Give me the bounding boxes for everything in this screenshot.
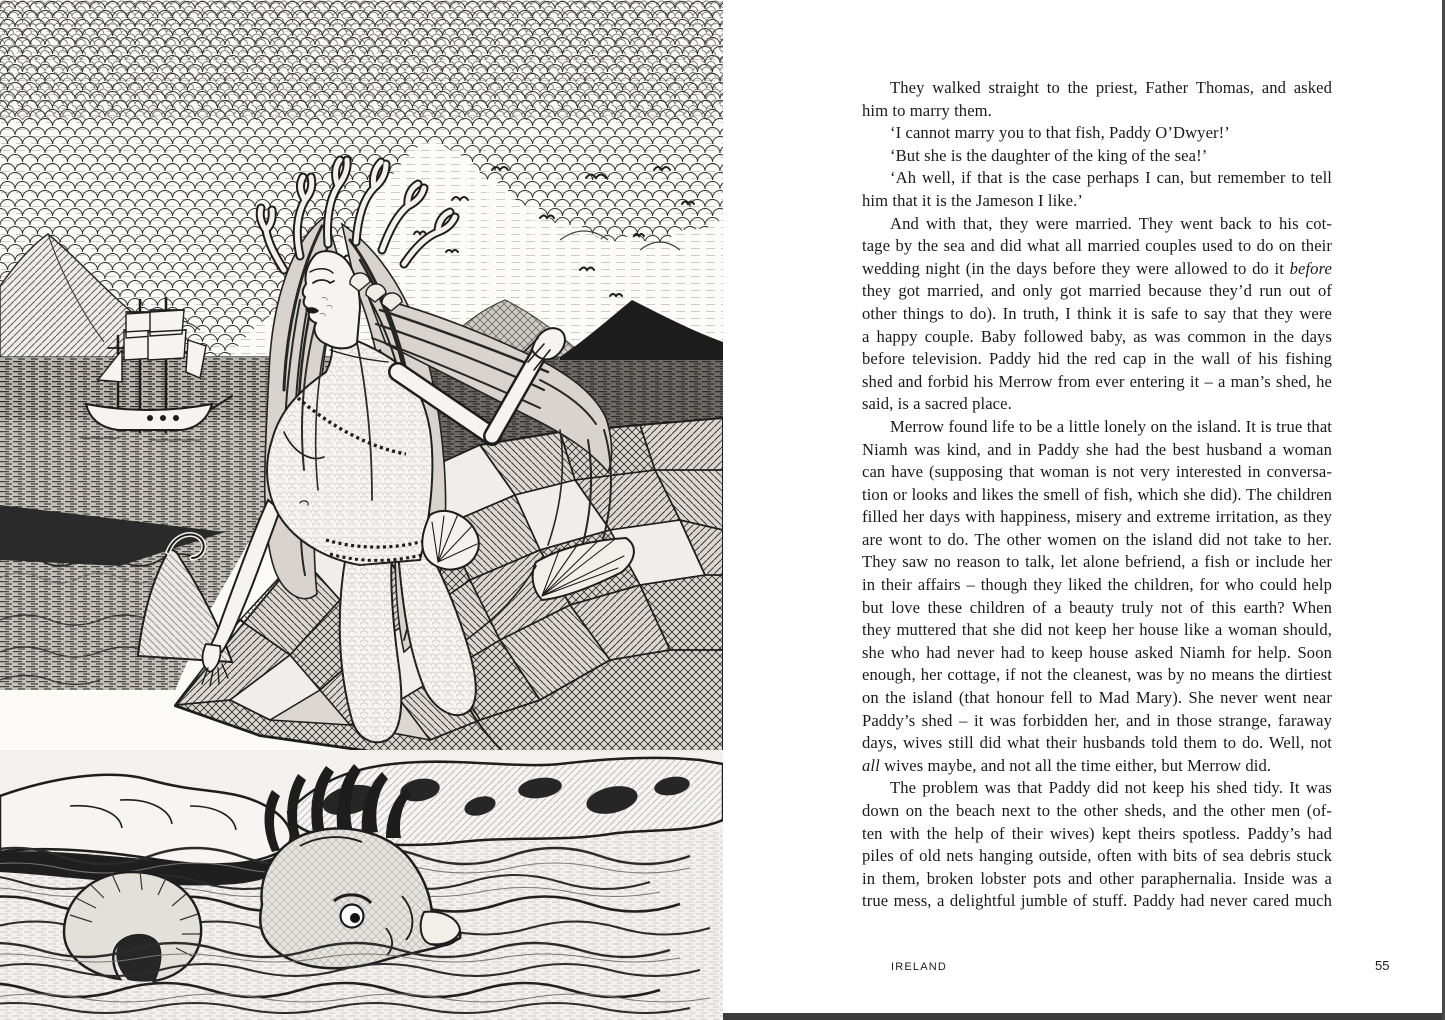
page-number: 55 [1375,958,1390,973]
text-line: days, wives still did what their husbands told them to do. Well, not [862,733,1332,753]
text-line: before television. Paddy hid the red cap in the wall of his fishing [862,349,1332,369]
text-line: can have (supposing that woman is not very interested in conversa- [862,462,1332,482]
text-line: ten with the help of their wives) kept theirs spotless. Paddy’s had [862,823,1332,843]
text-line: true mess, a delightful jumble of stuff. Paddy had never cared much [862,891,1332,911]
text-line: They walked straight to the priest, Father Thomas, and asked [890,78,1332,97]
text-line: all wives maybe, and not all the time either, but Merrow did. [862,755,1272,775]
text-line: a happy couple. Baby followed baby, as was common in the days [862,326,1332,346]
text-line: they muttered that she did not keep her house like a woman should, [862,620,1332,640]
text-line: him that it is the Jameson I like.’ [862,190,1084,210]
text-line: down on the beach next to the other sheds, and the other men (of- [862,801,1332,820]
text-line: piles of old nets hanging outside, often with bits of sea debris stuck [862,846,1332,866]
page-edge-bottom [723,1013,1445,1020]
bottom-sea [0,750,723,1020]
text-line: Merrow found life to be a little lonely on the island. It is true that [890,416,1332,436]
body-text [862,77,1332,913]
text-line: Niamh was kind, and in Paddy she had the best husband a woman [862,439,1332,459]
text-line: him to marry them. [862,100,992,120]
running-title: IRELAND [891,961,948,973]
text-line: tion or looks and likes the smell of fish, which she did). The children [862,484,1332,504]
text-line: tage by the sea and did what all married couples used to do on their [862,236,1332,256]
text-line: she who had never had to keep house asked Niamh for help. Soon [862,642,1332,662]
text-line: wedding night (in the days before they were allowed to do it before [862,258,1332,278]
text-line: said, is a sacred place. [862,394,1012,414]
text-line: And with that, they were married. They went back to his cot- [890,213,1332,233]
text-line: they got married, and only got married because they’d run out of [862,281,1332,301]
text-line: ‘Ah well, if that is the case perhaps I can, but remember to tell [890,168,1332,188]
text-line: filled her days with happiness, misery and extreme irritation, as they [862,507,1332,527]
text-line: ‘But she is the daughter of the king of the sea!’ [890,145,1208,165]
text-line: enough, her cottage, if not the cleanest, was by no means the dirtiest [862,665,1332,685]
text-line: in their affairs – though they liked the children, for who could help [862,575,1332,595]
text-line: on the island (that honour fell to Mad Mary). She never went near [862,688,1332,708]
text-line: ‘I cannot marry you to that fish, Paddy O’Dwyer!’ [890,123,1230,143]
text-page [723,0,1445,1020]
text-line: other things to do). In truth, I think it is safe to say that they were [862,303,1332,323]
text-line: The problem was that Paddy did not keep his shed tidy. It was [890,778,1332,798]
text-line: but love these children of a beauty truly not of this earth? When [862,597,1332,617]
text-line: shed and forbid his Merrow from ever entering it – a man’s shed, he [862,371,1332,391]
text-line: Paddy’s shed – it was forbidden her, and in those strange, faraway [862,710,1332,730]
text-line: in them, broken lobster pots and other paraphernalia. Inside was a [862,868,1332,888]
text-line: They saw no reason to talk, let alone befriend, a fish or include her [862,552,1332,572]
text-line: are wont to do. The other women on the island did not take to her. [862,529,1332,549]
